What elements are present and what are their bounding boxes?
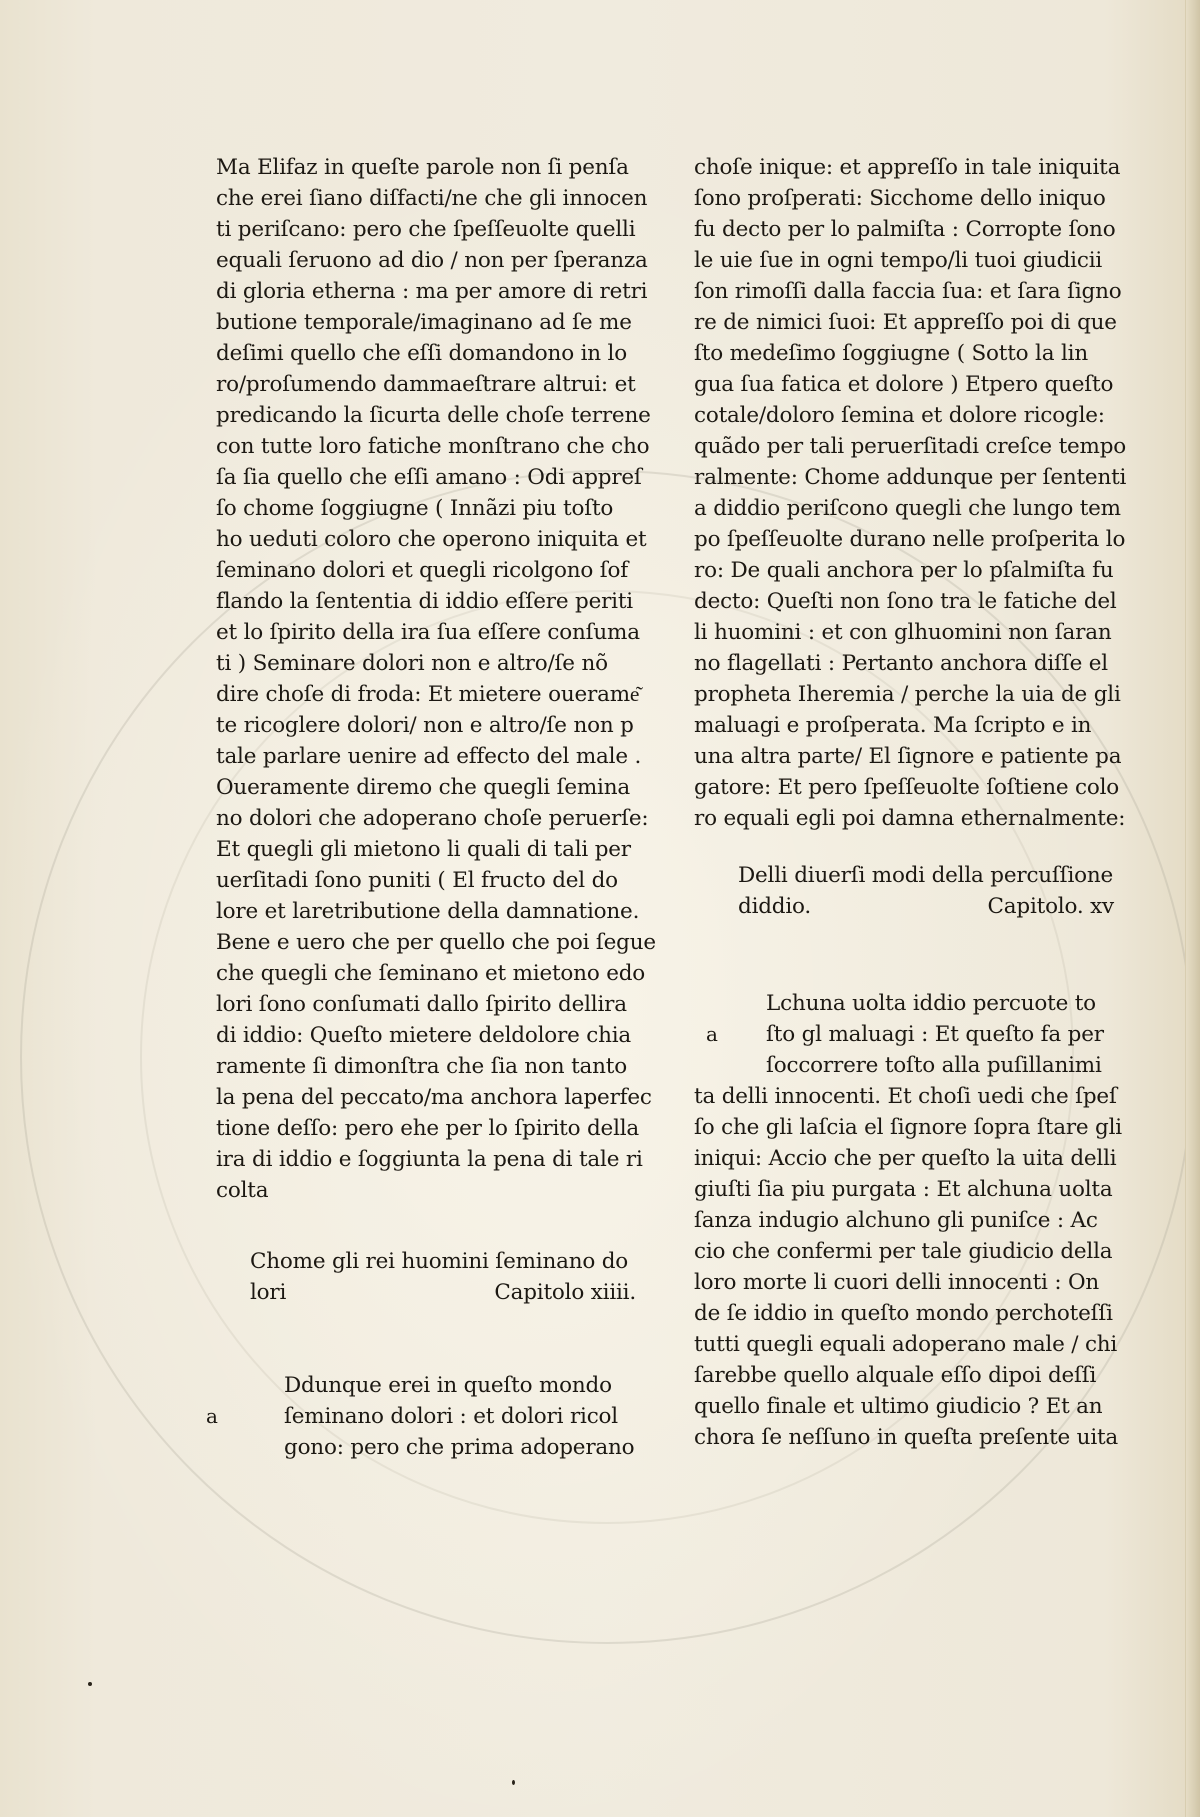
text-line: dire choſe di froda: Et mietere ouerame͂ [216,682,640,707]
text-line: ſarebbe quello alquale eſſo dipoi deſſi [694,1363,1097,1388]
text-line: ſono proſperati: Sicchome dello iniquo [694,186,1106,211]
chapter-title-continuation: diddio. [738,894,812,919]
text-line: ti ) Seminare dolori non e altro/ſe nõ [216,651,608,676]
chapter-number: Capitolo xiiii. [494,1280,636,1305]
text-line: uerſitadi ſono puniti ( El fructo del do [216,868,618,893]
text-line: propheta Iheremia / perche la uia de gli [694,682,1121,707]
text-line: tutti quegli equali adoperano male / chi [694,1332,1118,1357]
text-line: di iddio: Queſto mietere deldolore chia [216,1023,632,1048]
text-line: quello finale et ultimo giudicio ? Et an [694,1394,1103,1419]
right-column [694,152,1127,1453]
text-line: Bene e uero che per quello che poi ſegue [216,930,656,955]
chapter-title-line: Delli diuerſi modi della percuſſione [738,863,1114,888]
text-line: Ddunque erei in queſto mondo [284,1373,612,1398]
text-line: colta [216,1178,269,1203]
text-line: te ricoglere dolori/ non e altro/ſe non p [216,713,634,738]
text-line: gono: pero che prima adoperano [284,1435,635,1460]
chapter-number: Capitolo. xv [987,894,1114,919]
text-line: ſo chome ſoggiugne ( Innãzi piu toſto [216,496,614,521]
text-line: iniqui: Accio che per queſto la uita delli [694,1146,1117,1171]
text-line: ſto gl maluagi : Et queſto fa per [766,1022,1104,1047]
text-line: decto: Queſti non ſono tra le fatiche del [694,589,1117,614]
text-line: ro: De quali anchora per lo pſalmiſta fu [694,558,1114,583]
left-column [206,152,656,1463]
left-body-text [216,152,656,1206]
text-line: ſeminano dolori et quegli ricolgono ſof [216,558,629,583]
text-line: li huomini : et con glhuomini non ſaran [694,620,1112,645]
chapter-heading-xv [694,860,1124,922]
text-line: flando la ſententia di iddio eſſere periti [216,589,633,614]
text-line: no dolori che adoperano choſe peruerſe: [216,806,649,831]
text-line: chora ſe neſſuno in queſta preſente uita [694,1425,1119,1450]
text-line: che quegli che ſeminano et mietono edo [216,961,646,986]
text-line: tione deſſo: pero ehe per lo ſpirito della [216,1116,640,1141]
chapter-opening [694,988,1124,1453]
text-line: ſo che gli laſcia el ſignore ſopra ſtare gli [694,1115,1122,1140]
text-line: loro morte li cuori delli innocenti : On [694,1270,1100,1295]
text-line: ſon rimoſſi dalla faccia ſua: et ſara ſigno [694,279,1122,304]
text-line: a diddio periſcono quegli che lungo tem [694,496,1121,521]
text-line: Ma Elifaz in queſte parole non ſi penſa [216,155,629,180]
text-line: ro/proſumendo dammaeſtrare altrui: et [216,372,636,397]
chapter-title-line [250,1277,646,1308]
text-line: la pena del peccato/ma anchora laperfec [216,1085,652,1110]
text-line: ti periſcano: pero che ſpeſſeuolte quelli [216,217,636,242]
text-line: che erei ſiano diſfacti/ne che gli innocen [216,186,648,211]
text-line: lori ſono conſumati dallo ſpirito dellira [216,992,627,1017]
text-line: butione temporale/imaginano ad ſe me [216,310,632,335]
text-line: cio che confermi per tale giudicio della [694,1239,1113,1264]
text-line: et lo ſpirito della ira ſua eſſere conſuma [216,620,640,645]
text-line: no flagellati : Pertanto anchora diſſe el [694,651,1108,676]
text-line: choſe inique: et appreſſo in tale iniquita [694,155,1121,180]
chapter-title-line [738,891,1124,922]
text-line: ſa ſia quello che eſſi amano : Odi appreſ [216,465,642,490]
text-line: gatore: Et pero ſpeſſeuolte ſoſtiene colo [694,775,1120,800]
text-line: ta delli innocenti. Et choſi uedi che ſpeſ [694,1084,1117,1109]
text-line: ſeminano dolori : et dolori ricol [284,1404,618,1429]
text-line: ramente ſi dimonſtra che ſia non tanto [216,1054,627,1079]
chapter-title-continuation: lori [250,1280,287,1305]
text-line: ſanza indugio alchuno gli puniſce : Ac [694,1208,1098,1233]
chapter-heading-xiiii [216,1246,646,1308]
text-line: ho ueduti coloro che operono iniquita et [216,527,647,552]
ink-speck [512,1780,515,1785]
text-line: predicando la ſicurta delle choſe terrene [216,403,651,428]
ink-speck [88,1682,92,1686]
text-line: po ſpeſſeuolte durano nelle proſperita lo [694,527,1126,552]
text-line: ſto medeſimo ſoggiugne ( Sotto la lin [694,341,1088,366]
page-edge [1185,0,1200,1817]
text-line: deſimi quello che eſſi domandono in lo [216,341,627,366]
guide-letter: a [206,1404,218,1428]
text-line: ralmente: Chome addunque per ſententi [694,465,1127,490]
text-line: maluagi e proſperata. Ma ſcripto e in [694,713,1092,738]
chapter-opening [206,1370,646,1463]
text-line: lore et laretributione della damnatione. [216,899,640,924]
text-line: Lchuna uolta iddio percuote to [766,991,1096,1016]
text-line: ira di iddio e ſoggiunta la pena di tale ri [216,1147,643,1172]
right-body-text [694,152,1127,834]
text-line: le uie ſue in ogni tempo/li tuoi giudicii [694,248,1103,273]
text-line: re de nimici ſuoi: Et appreſſo poi di que [694,310,1117,335]
text-line: Et quegli gli mietono li quali di tali per [216,837,631,862]
text-line: quãdo per tali peruerſitadi creſce tempo [694,434,1127,459]
text-line: gua ſua fatica et dolore ) Etpero queſto [694,372,1114,397]
text-line: ro equali egli poi damna ethernalmente: [694,806,1126,831]
text-line: Oueramente diremo che quegli ſemina [216,775,630,800]
text-line: ſoccorrere toſto alla puſillanimi [766,1053,1102,1078]
text-line: equali ſeruono ad dio / non per ſperanza [216,248,648,273]
text-line: giuſti ſia piu purgata : Et alchuna uolta [694,1177,1113,1202]
guide-letter: a [706,1022,718,1046]
text-line: una altra parte/ El ſignore e patiente pa [694,744,1122,769]
text-line: de ſe iddio in queſto mondo perchoteſſi [694,1301,1113,1326]
text-line: fu decto per lo palmiſta : Corropte ſono [694,217,1116,242]
text-line: con tutte loro fatiche monſtrano che cho [216,434,650,459]
text-line: tale parlare uenire ad effecto del male . [216,744,642,769]
chapter-title-line: Chome gli rei huomini ſeminano do [250,1249,629,1274]
text-line: cotale/doloro ſemina et dolore ricogle: [694,403,1105,428]
text-line: di gloria etherna : ma per amore di retri [216,279,648,304]
